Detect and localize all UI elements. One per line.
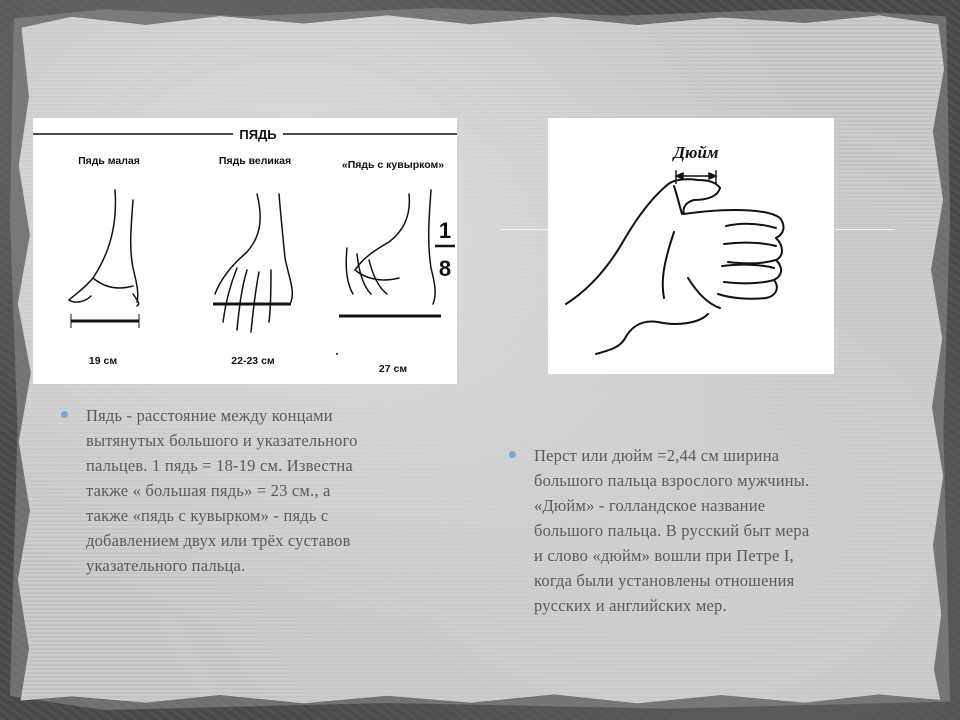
inch-label: Дюйм bbox=[673, 143, 719, 162]
span-illustration bbox=[33, 118, 457, 384]
inch-illustration bbox=[548, 118, 834, 374]
span-description-line: вытянутых большого и указательного bbox=[86, 431, 358, 450]
span-great-measure: 22-23 см bbox=[231, 355, 275, 367]
span-hands-drawing bbox=[33, 118, 457, 384]
span-great-label: Пядь великая bbox=[218, 155, 292, 167]
bullet-dot-icon bbox=[61, 411, 68, 418]
inch-description-line: и слово «дюйм» вошли при Петре I, bbox=[534, 546, 794, 565]
span-tumble-measure: 27 см bbox=[378, 363, 408, 375]
span-description-line: Пядь - расстояние между концами bbox=[86, 406, 333, 425]
span-description-line: пальцев. 1 пядь = 18-19 см. Известна bbox=[86, 456, 353, 475]
inch-description-line: большого пальца взрослого мужчины. bbox=[534, 471, 810, 490]
span-description bbox=[86, 403, 446, 578]
inch-description-line: большого пальца. В русский быт мера bbox=[534, 521, 810, 540]
divider-right bbox=[835, 229, 895, 230]
span-description-line: также « большая пядь» = 23 см., а bbox=[86, 481, 331, 500]
fraction-denominator: 8 bbox=[438, 256, 452, 281]
span-small-measure: 19 см bbox=[88, 355, 118, 367]
thumb-fist bbox=[566, 179, 783, 354]
inch-description-line: русских и английских мер. bbox=[534, 596, 727, 615]
divider-middle bbox=[500, 229, 548, 230]
thumb-drawing bbox=[548, 118, 834, 374]
span-description-line: добавлением двух или трёх суставов bbox=[86, 531, 351, 550]
hand-great-span bbox=[215, 194, 292, 332]
bullet-dot-icon bbox=[509, 451, 516, 458]
fraction-numerator: 1 bbox=[438, 218, 452, 243]
span-header-text: ПЯДЬ bbox=[239, 127, 277, 142]
span-description-line: указательного пальца. bbox=[86, 556, 246, 575]
hand-small-span bbox=[69, 190, 139, 306]
span-description-line: также «пядь с кувырком» - пядь с bbox=[86, 506, 329, 525]
hand-tumble-span bbox=[346, 190, 435, 304]
inch-description-line: когда были установлены отношения bbox=[534, 571, 795, 590]
inch-description-line: Перст или дюйм =2,44 см ширина bbox=[534, 446, 780, 465]
inch-description bbox=[534, 443, 904, 618]
span-tumble-label: «Пядь с кувырком» bbox=[341, 159, 445, 171]
span-small-label: Пядь малая bbox=[78, 155, 140, 167]
inch-description-line: «Дюйм» - голландское название bbox=[534, 496, 766, 515]
